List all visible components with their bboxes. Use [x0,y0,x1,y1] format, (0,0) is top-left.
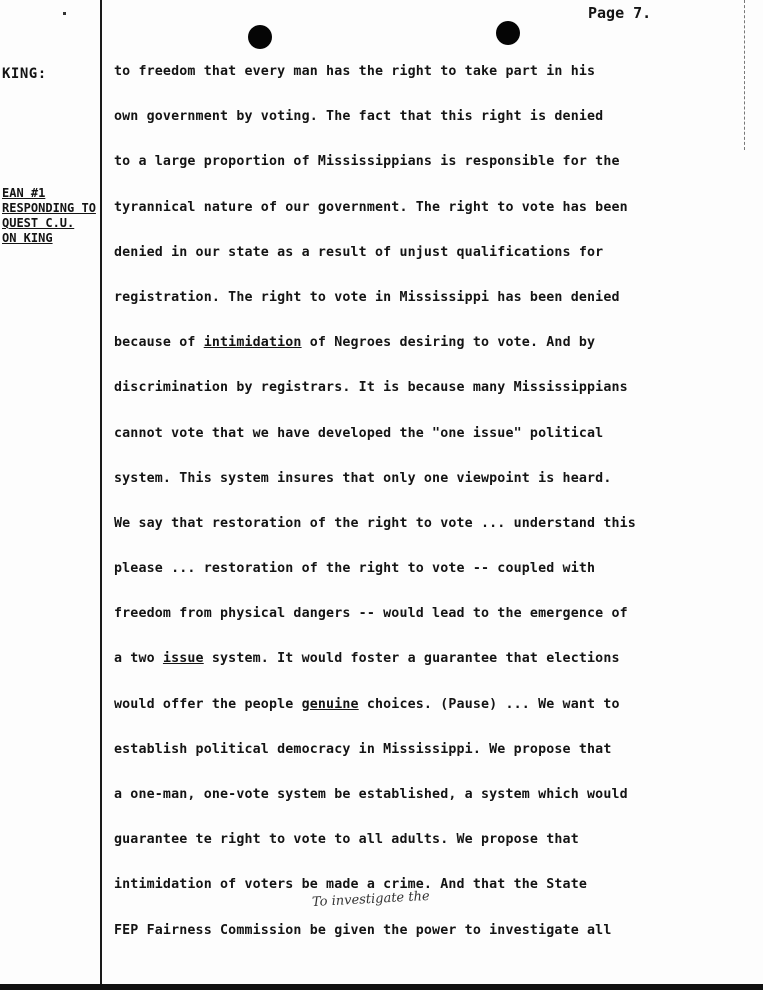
text-line: FEP Fairness Commission be given the power to investigate all [114,922,612,938]
text-line: tyrannical nature of our government. The right to vote has been [114,199,628,215]
corner-mark [63,12,66,15]
punch-hole-right [496,21,520,45]
text-line: establish political democracy in Mississippi. We propose that [114,741,612,757]
text-line: own government by voting. The fact that this right is denied [114,109,604,125]
text-line: to a large proportion of Mississippians is responsible for the [114,154,620,170]
margin-note [2,186,98,246]
text-line: please ... restoration of the right to vote -- coupled with [114,561,596,577]
text-line: denied in our state as a result of unjust qualifications for [114,244,604,260]
margin-note-line: ON KING [2,231,53,245]
underlined-word: issue [162,651,204,667]
speaker-label: KING: [2,66,47,82]
speech-body [114,62,714,966]
text-line: system. This system insures that only one viewpoint is heard. [114,470,612,486]
bottom-edge [0,984,763,990]
underlined-word: intimidation [203,335,302,351]
text-line: cannot vote that we have developed the "one issue" political [114,425,604,441]
text-line: registration. The right to vote in Mississippi has been denied [114,289,620,305]
text-line: We say that restoration of the right to vote ... understand this [114,515,636,531]
right-edge-line [744,0,746,150]
text-line: intimidation of voters be made a crime. And that the State [114,877,588,893]
margin-note-line: RESPONDING TO [2,201,96,215]
handwritten-annotation: To investigate the [311,888,430,911]
text-line: would offer the people genuine choices. (Pause) ... We want to [114,696,620,712]
text-line: guarantee te right to vote to all adults. We propose that [114,832,579,848]
punch-hole-left [248,25,272,49]
page-number: Page 7. [588,4,652,22]
margin-note-line: EAN #1 [2,186,46,200]
text-line: a two issue system. It would foster a guarantee that elections [114,651,620,667]
margin-note-line: QUEST C.U. [2,216,75,230]
text-line: because of intimidation of Negroes desiring to vote. And by [114,335,596,351]
text-line: discrimination by registrars. It is because many Mississippians [114,380,628,396]
text-line: a one-man, one-vote system be established, a system which would [114,787,628,802]
underlined-word: genuine [301,696,359,712]
left-margin-rule [100,0,102,990]
text-line: to freedom that every man has the right to take part in his [114,64,596,79]
text-line: freedom from physical dangers -- would lead to the emergence of [114,606,628,622]
